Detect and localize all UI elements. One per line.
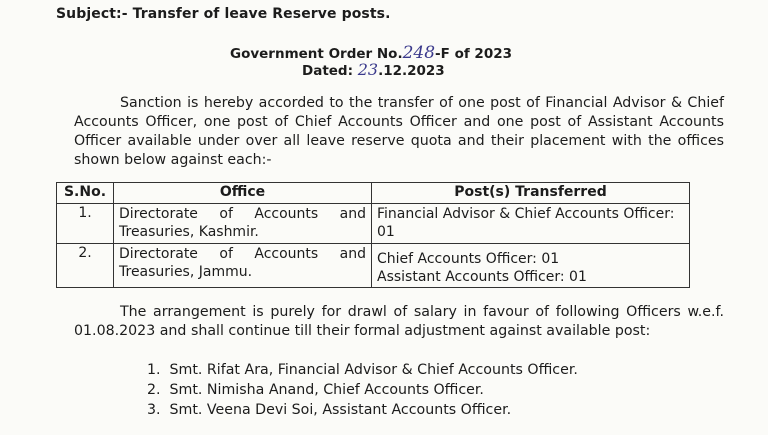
dated-rest: .12.2023 [378,63,445,79]
row-posts [372,204,690,244]
sanction-paragraph: Sanction is hereby accorded to the transfer of one post of Financial Advisor & Chief Accounts Officer, one post of Chief Accounts Officer and one post of Assistant Accounts Officer available under over all leave reserve quota and their placement with the offices shown below against each:- [74,95,724,168]
row-office [114,244,372,288]
row-office [114,204,372,244]
list-item [147,400,578,420]
officer-text: Smt. Rifat Ara, Financial Advisor & Chief Accounts Officer. [169,362,578,378]
order-date [302,60,445,79]
officer-list [147,360,578,420]
officer-text: Smt. Nimisha Anand, Chief Accounts Officer. [169,382,484,398]
list-number: 1. [147,362,161,378]
office-word: and [339,206,366,222]
office-word: Accounts [254,246,319,262]
table-header-row [57,183,690,204]
header-sno: S.No. [57,183,114,204]
list-item [147,380,578,400]
order-prefix: Government Order No. [230,46,403,62]
list-number: 2. [147,382,161,398]
order-number-handwritten: 248 [402,43,436,63]
office-line2: Treasuries, Kashmir. [119,224,259,240]
office-word: Directorate [119,246,198,262]
officer-text: Smt. Veena Devi Soi, Assistant Accounts Officer. [169,402,512,418]
dated-day-handwritten: 23 [357,60,379,79]
list-number: 3. [147,402,161,418]
post-entry: Chief Accounts Officer: 01 [377,251,560,267]
office-line1 [119,245,366,263]
order-suffix: -F of 2023 [435,46,512,62]
office-line1 [119,205,366,223]
list-item [147,360,578,380]
row-posts [372,244,690,288]
dated-label: Dated: [302,63,353,79]
post-entry: Assistant Accounts Officer: 01 [377,269,587,285]
office-word: of [219,206,233,222]
office-word: and [339,246,366,262]
table-row [57,204,690,244]
arrangement-paragraph: The arrangement is purely for drawl of salary in favour of following Officers w.e.f. 01.08.2023 and shall continue till their formal adjustment against available post: [74,304,724,339]
office-word: of [219,246,233,262]
table-row [57,244,690,288]
subject-line: Subject:- Transfer of leave Reserve posts. [56,6,391,22]
row-sno: 1. [57,204,114,244]
office-word: Directorate [119,206,198,222]
transfer-table [56,182,690,288]
office-line2: Treasuries, Jammu. [119,264,253,280]
post-entry: Financial Advisor & Chief Accounts Officer: 01 [377,206,675,240]
header-posts: Post(s) Transferred [372,183,690,204]
office-word: Accounts [254,206,319,222]
header-office: Office [114,183,372,204]
row-sno: 2. [57,244,114,288]
